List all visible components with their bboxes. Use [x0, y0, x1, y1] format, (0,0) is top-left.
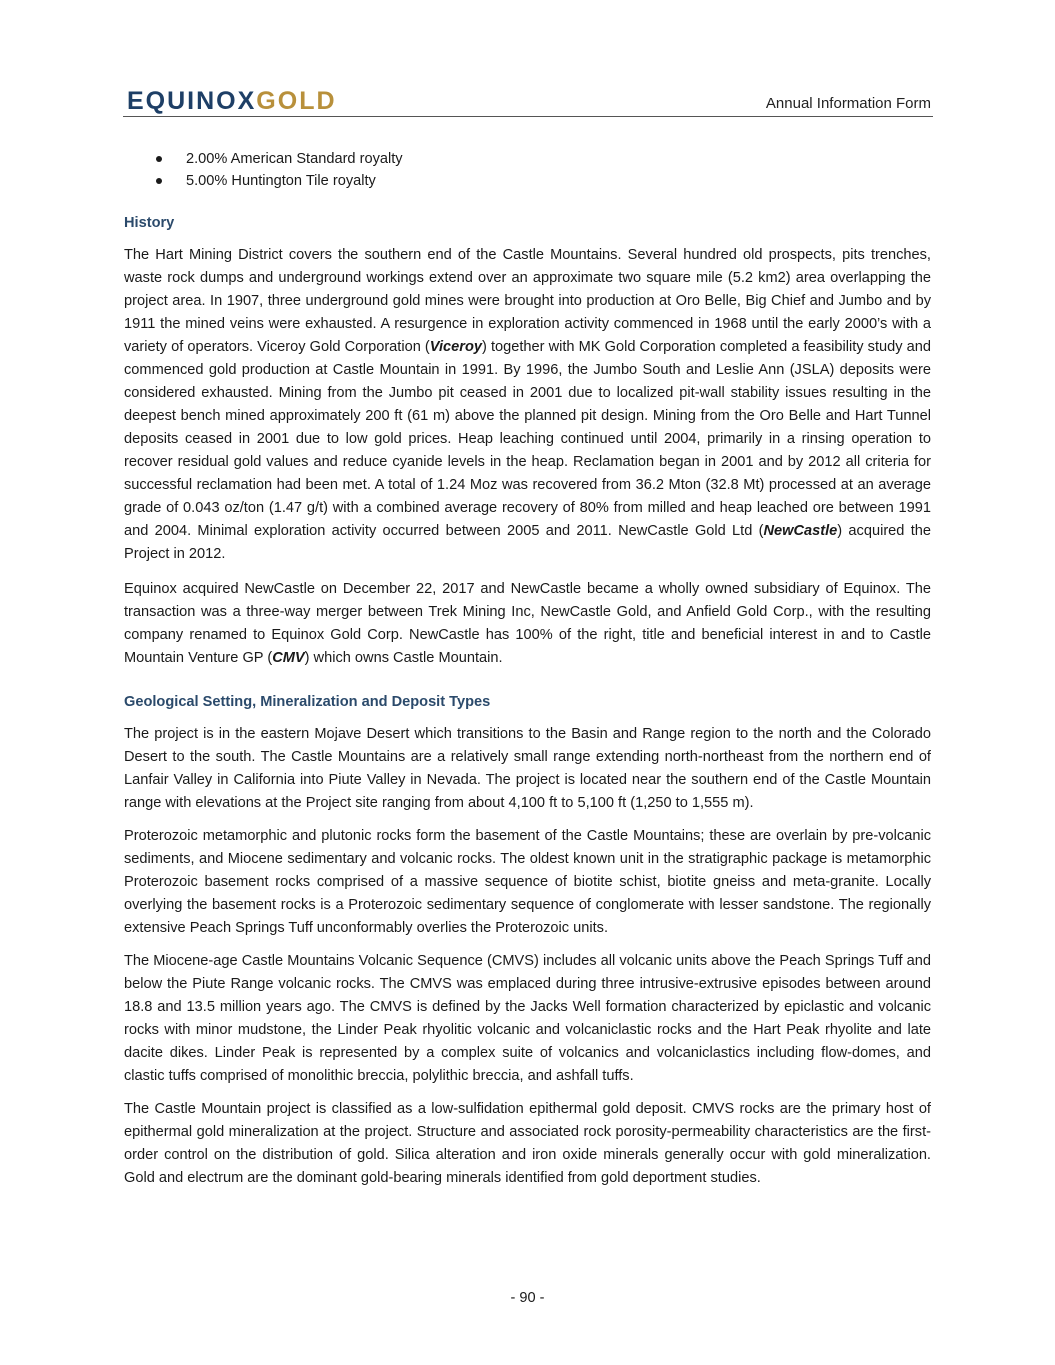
- bullet-icon: [156, 156, 162, 162]
- defined-term-viceroy: Viceroy: [429, 339, 482, 355]
- history-paragraph-1: [124, 244, 931, 566]
- royalty-list: [124, 148, 931, 192]
- document-title: Annual Information Form: [765, 95, 931, 112]
- defined-term-cmv: CMV: [272, 650, 305, 666]
- list-item-text: 5.00% Huntington Tile royalty: [186, 173, 376, 189]
- geology-paragraph-3: The Miocene-age Castle Mountains Volcanic Sequence (CMVS) includes all volcanic units above the Peach Springs Tuff and below the Piute Range volcanic rocks. The CMVS was emplaced during three intrusive-extrusive episodes between around 18.8 and 13.5 million years ago. The CMVS is defined by the Jacks Well formation characterized by epiclastic and volcanic rocks with minor mudstone, the Linder Peak rhyolitic volcanic and volcaniclastic rocks and the Hart Peak rhyolite and late dacite dikes. Linder Peak is represented by a complex suite of volcanics and volcaniclastics including flow-domes, and clastic tuffs comprised of monolithic breccia, polylithic breccia, and ashfall tuffs.: [124, 953, 931, 1084]
- page-number: - 90 -: [510, 1290, 545, 1306]
- history-paragraph-2: [124, 578, 931, 670]
- logo-text-gold: GOLD: [256, 87, 337, 115]
- text-run: ) which owns Castle Mountain.: [304, 650, 503, 666]
- text-run: ) acquired the Project in 2012.: [124, 523, 931, 562]
- list-item: [124, 170, 931, 192]
- bullet-icon: [156, 178, 162, 184]
- section-heading-geology: Geological Setting, Mineralization and Deposit Types: [124, 694, 491, 710]
- list-item: [124, 148, 931, 170]
- geology-paragraph-1: The project is in the eastern Mojave Desert which transitions to the Basin and Range region to the north and the Colorado Desert to the south. The Castle Mountains are a relatively small range extending north-northeast from the northern end of Lanfair Valley in California into Piute Valley in Nevada. The project is located near the southern end of the Castle Mountain range with elevations at the Project site ranging from about 4,100 ft to 5,100 ft (1,250 to 1,555 m).: [124, 726, 931, 811]
- list-item-text: 2.00% American Standard royalty: [186, 151, 403, 167]
- geology-paragraph-4: The Castle Mountain project is classified as a low-sulfidation epithermal gold deposit. CMVS rocks are the primary host of epithermal gold mineralization at the project. Structure and associated rock porosity-permeability characteristics are the first-order control on the distribution of gold. Silica alteration and iron oxide minerals generally occur with gold mineralization. Gold and electrum are the dominant gold-bearing minerals identified from gold deportment studies.: [124, 1101, 931, 1186]
- text-run: ) together with MK Gold Corporation completed a feasibility study and commenced gold production at Castle Mountain in 1991. By 1996, the Jumbo South and Leslie Ann (JSLA) deposits were considered exhausted. Mining from the Jumbo pit ceased in 2001 due to localized pit-wall stability issues resulting in the deepest bench mined approximately 200 ft (61 m) above the planned pit design. Mining from the Oro Belle and Hart Tunnel deposits ceased in 2001 due to low gold prices. Heap leaching continued until 2004, primarily in a rinsing operation to recover residual gold values and reduce cyanide levels in the heap. Reclamation began in 2001 and by 2012 all criteria for successful reclamation had been met. A total of 1.24 Moz was recovered from 36.2 Mton (32.8 Mt) processed at an average grade of 0.043 oz/ton (1.47 g/t) with a combined average recovery of 80% from milled and heap leached ore between 1991 and 2004. Minimal exploration activity occurred between 2005 and 2011. NewCastle Gold Ltd (: [124, 339, 931, 539]
- logo-text-equinox: EQUINOX: [127, 87, 257, 115]
- equinox-gold-logo: [127, 88, 337, 114]
- page-header: [123, 86, 933, 117]
- page-content: [124, 148, 931, 1190]
- text-run: Equinox acquired NewCastle on December 22, 2017 and NewCastle became a wholly owned subsidiary of Equinox. The transaction was a three-way merger between Trek Mining Inc, NewCastle Gold, and Anfield Gold Corp., with the resulting company renamed to Equinox Gold Corp. NewCastle has 100% of the right, title and beneficial interest in and to Castle Mountain Venture GP (: [124, 581, 931, 666]
- section-heading-history: History: [124, 215, 175, 231]
- text-run: The Hart Mining District covers the southern end of the Castle Mountains. Several hundred old prospects, pits trenches, waste rock dumps and underground workings extend over an approximate two square mile (5.2 km2) area overlapping the project area. In 1907, three underground gold mines were brought into production at Oro Belle, Big Chief and Jumbo and by 1911 the mined veins were exhausted. A resurgence in exploration activity commenced in 1968 until the early 2000’s with a variety of operators. Viceroy Gold Corporation (: [124, 247, 931, 355]
- defined-term-newcastle: NewCastle: [763, 523, 838, 539]
- geology-paragraph-2: Proterozoic metamorphic and plutonic rocks form the basement of the Castle Mountains; these are overlain by pre-volcanic sediments, and Miocene sedimentary and volcanic rocks. The oldest known unit in the stratigraphic package is metamorphic Proterozoic basement rocks comprised of a massive sequence of biotite schist, biotite gneiss and meta-granite. Locally overlying the basement rocks is a Proterozoic sedimentary sequence of conglomerate with lesser sandstone. The regionally extensive Peach Springs Tuff unconformably overlies the Proterozoic units.: [124, 828, 931, 936]
